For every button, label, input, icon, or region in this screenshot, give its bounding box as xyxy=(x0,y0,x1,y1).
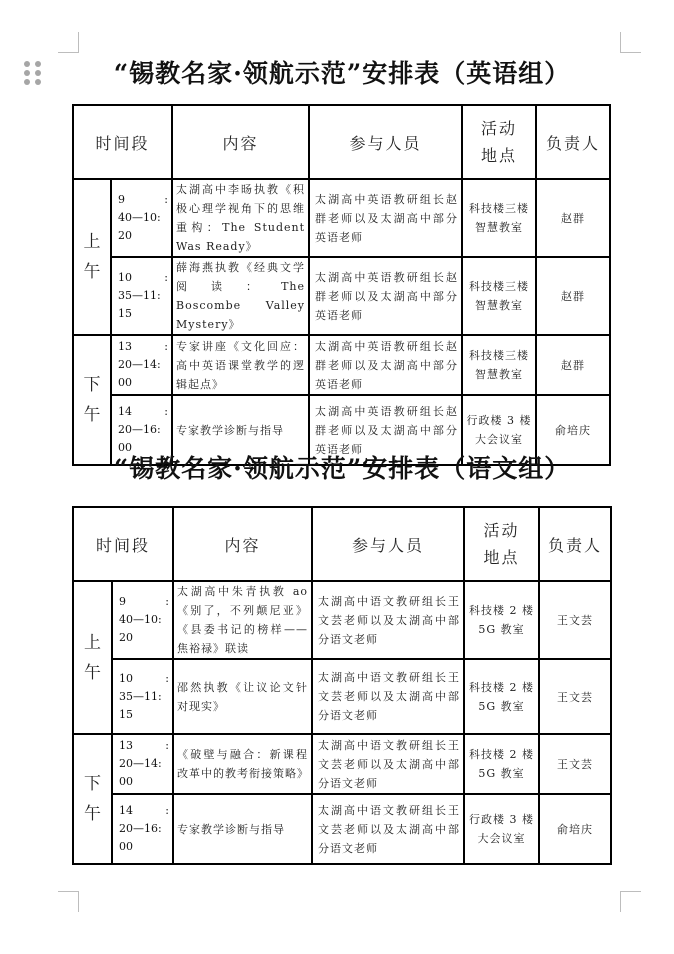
time-end-minute: 00 xyxy=(118,441,132,454)
period-label: 下 xyxy=(84,774,101,794)
location-room: 大会议室 xyxy=(477,832,526,845)
time-cell xyxy=(111,257,172,335)
time-colon: : xyxy=(165,739,170,752)
time-range: 20—14: xyxy=(118,358,161,371)
location-cell xyxy=(464,734,539,794)
time-cell xyxy=(111,179,172,257)
owner-cell: 赵群 xyxy=(536,257,610,335)
location-building: 科技楼 2 楼 xyxy=(469,604,535,617)
location-room: 5G 教室 xyxy=(478,623,525,636)
time-cell xyxy=(112,794,173,864)
table-row xyxy=(73,257,610,335)
location-building: 科技楼 2 楼 xyxy=(469,680,535,694)
handle-dot xyxy=(35,70,41,76)
period-label: 午 xyxy=(83,405,101,425)
content-cell: 专家教学诊断与指导 xyxy=(173,794,312,864)
time-end-minute: 15 xyxy=(119,707,133,721)
location-building: 行政楼 3 楼 xyxy=(466,414,532,427)
location-room: 智慧教室 xyxy=(475,368,524,381)
owner-cell: 赵群 xyxy=(536,335,610,395)
owner-cell: 王文芸 xyxy=(539,659,611,734)
people-cell: 太湖高中语文教研组长王文芸老师以及太湖高中部分语文老师 xyxy=(312,659,464,734)
period-morning xyxy=(73,179,111,335)
handle-dot xyxy=(24,70,30,76)
header-location-line2: 地点 xyxy=(481,146,518,165)
location-room: 智慧教室 xyxy=(475,299,524,312)
time-colon: : xyxy=(165,595,170,608)
time-end-minute: 00 xyxy=(119,775,133,788)
time-start-hour: 10 xyxy=(118,271,132,284)
handle-dot xyxy=(35,79,41,85)
location-cell xyxy=(464,794,539,864)
header-location xyxy=(464,507,539,581)
location-building: 科技楼三楼 xyxy=(469,280,530,293)
time-end-minute: 20 xyxy=(118,229,132,242)
people-cell: 太湖高中英语教研组长赵群老师以及太湖高中部分英语老师 xyxy=(309,335,462,395)
time-range: 20—16: xyxy=(119,822,162,835)
location-room: 5G 教室 xyxy=(478,767,525,780)
time-start-hour: 10 xyxy=(119,671,133,685)
time-range: 35—11: xyxy=(118,289,161,302)
time-end-minute: 00 xyxy=(119,840,133,853)
period-label: 上 xyxy=(83,232,101,252)
handle-dot xyxy=(35,61,41,67)
table-row xyxy=(73,734,611,794)
table-row xyxy=(73,794,611,864)
period-label: 午 xyxy=(84,662,101,683)
handle-dot xyxy=(24,61,30,67)
table-row xyxy=(73,659,611,734)
location-cell xyxy=(462,179,536,257)
period-label: 下 xyxy=(83,375,101,395)
owner-cell: 俞培庆 xyxy=(536,395,610,465)
content-cell: 薛海燕执教《经典文学阅读：The Boscombe Valley Mystery》 xyxy=(172,257,309,335)
period-afternoon xyxy=(73,734,112,864)
content-cell: 《破壁与融合：新课程改革中的教考衔接策略》 xyxy=(173,734,312,794)
english-schedule-table xyxy=(72,104,611,466)
table-row xyxy=(73,335,610,395)
time-start-hour: 9 xyxy=(118,193,125,206)
time-start-hour: 14 xyxy=(119,804,133,817)
header-location-line2: 地点 xyxy=(483,548,520,567)
handle-dot xyxy=(24,79,30,85)
location-building: 科技楼三楼 xyxy=(469,202,530,215)
header-owner: 负责人 xyxy=(536,105,610,179)
page-corner-mark-bottom-right xyxy=(620,891,641,912)
time-colon: : xyxy=(164,405,169,418)
drag-handle-icon[interactable] xyxy=(24,61,44,89)
period-afternoon xyxy=(73,335,111,465)
time-colon: : xyxy=(165,804,170,817)
header-content: 内容 xyxy=(172,105,309,179)
header-people: 参与人员 xyxy=(309,105,462,179)
time-colon: : xyxy=(164,340,169,353)
people-cell: 太湖高中语文教研组长王文芸老师以及太湖高中部分语文老师 xyxy=(312,794,464,864)
time-range: 20—14: xyxy=(119,757,162,770)
table-header-row xyxy=(73,507,611,581)
people-cell: 太湖高中语文教研组长王文芸老师以及太湖高中部分语文老师 xyxy=(312,581,464,659)
time-end-minute: 20 xyxy=(119,631,133,644)
location-cell xyxy=(462,335,536,395)
location-cell xyxy=(464,659,539,734)
page-corner-mark-top-right xyxy=(620,32,641,53)
location-building: 行政楼 3 楼 xyxy=(469,813,535,826)
header-time: 时间段 xyxy=(73,105,172,179)
content-cell: 邵然执教《让议论文针对现实》 xyxy=(173,659,312,734)
time-cell xyxy=(112,734,173,794)
time-colon: : xyxy=(164,271,169,284)
owner-cell: 王文芸 xyxy=(539,581,611,659)
time-range: 35—11: xyxy=(119,689,162,703)
content-cell: 太湖高中李旸执教《积极心理学视角下的思维重构：The Student Was Ready》 xyxy=(172,179,309,257)
period-label: 午 xyxy=(84,804,101,824)
table-row xyxy=(73,179,610,257)
time-colon: : xyxy=(164,193,169,206)
header-location-line1: 活动 xyxy=(481,119,518,138)
chinese-schedule-title: “锡教名家·领航示范”安排表（语文组） xyxy=(113,454,571,483)
location-building: 科技楼三楼 xyxy=(469,349,530,362)
owner-cell: 赵群 xyxy=(536,179,610,257)
header-location-line1: 活动 xyxy=(483,521,520,540)
content-cell: 太湖高中朱青执教 ao《别了，不列颠尼亚》《县委书记的榜样——焦裕禄》联读 xyxy=(173,581,312,659)
time-range: 40—10: xyxy=(119,613,162,626)
time-start-hour: 9 xyxy=(119,595,126,608)
time-cell xyxy=(112,659,173,734)
header-content: 内容 xyxy=(173,507,312,581)
header-owner: 负责人 xyxy=(539,507,611,581)
header-location xyxy=(462,105,536,179)
owner-cell: 俞培庆 xyxy=(539,794,611,864)
english-schedule-title: “锡教名家·领航示范”安排表（英语组） xyxy=(113,59,571,88)
period-label: 午 xyxy=(83,262,101,282)
time-start-hour: 13 xyxy=(118,340,132,353)
content-cell: 专家教学诊断与指导 xyxy=(172,395,309,465)
header-time: 时间段 xyxy=(73,507,173,581)
time-start-hour: 14 xyxy=(118,405,132,418)
table-row xyxy=(73,581,611,659)
page-corner-mark-bottom-left xyxy=(58,891,79,912)
owner-cell: 王文芸 xyxy=(539,734,611,794)
time-end-minute: 00 xyxy=(118,376,132,389)
chinese-schedule-table xyxy=(72,506,612,865)
time-cell xyxy=(111,335,172,395)
people-cell: 太湖高中语文教研组长王文芸老师以及太湖高中部分语文老师 xyxy=(312,734,464,794)
location-cell xyxy=(464,581,539,659)
time-cell xyxy=(112,581,173,659)
page-corner-mark-top-left xyxy=(58,32,79,53)
period-label: 上 xyxy=(84,632,101,653)
people-cell: 太湖高中英语教研组长赵群老师以及太湖高中部分英语老师 xyxy=(309,257,462,335)
location-room: 大会议室 xyxy=(475,433,524,446)
time-start-hour: 13 xyxy=(119,739,133,752)
location-cell xyxy=(462,257,536,335)
location-building: 科技楼 2 楼 xyxy=(469,748,535,761)
time-range: 20—16: xyxy=(118,423,161,436)
people-cell: 太湖高中英语教研组长赵群老师以及太湖高中部分英语老师 xyxy=(309,179,462,257)
location-room: 5G 教室 xyxy=(478,699,525,713)
location-room: 智慧教室 xyxy=(475,221,524,234)
table-header-row xyxy=(73,105,610,179)
period-morning xyxy=(73,581,112,734)
time-range: 40—10: xyxy=(118,211,161,224)
time-colon: : xyxy=(165,671,170,685)
header-people: 参与人员 xyxy=(312,507,464,581)
content-cell: 专家讲座《文化回应：高中英语课堂教学的逻辑起点》 xyxy=(172,335,309,395)
people-cell: 太湖高中英语教研组长赵群老师以及太湖高中部分英语老师 xyxy=(309,395,462,465)
time-end-minute: 15 xyxy=(118,307,132,320)
